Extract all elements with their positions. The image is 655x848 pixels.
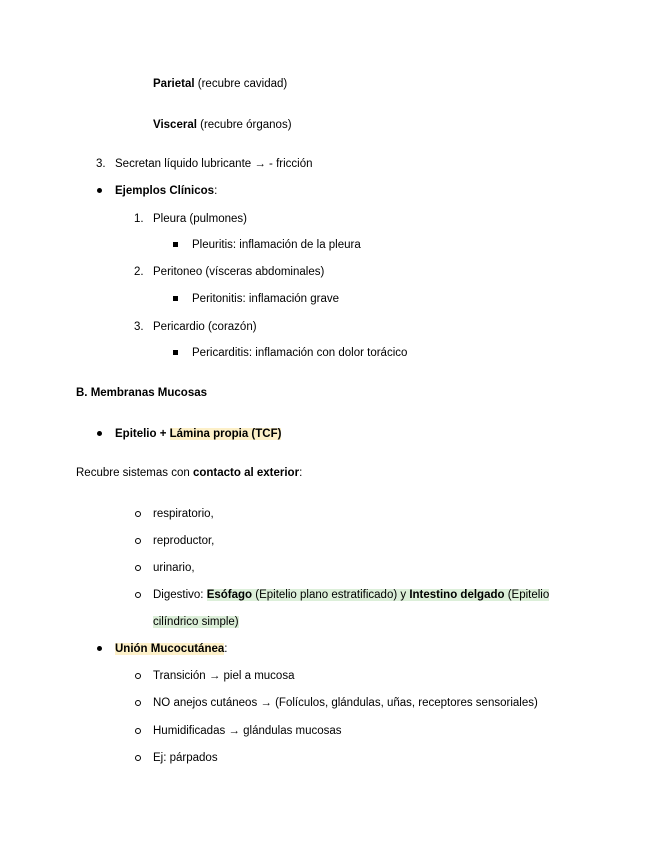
epitelio-bullet [97, 427, 102, 441]
recubre-post: : [299, 467, 303, 479]
example3-sub-bullet [173, 346, 178, 360]
system2-bullet [135, 534, 141, 548]
recubre-line [76, 466, 302, 480]
system1-bullet [135, 507, 141, 521]
example1-sub-bullet [173, 238, 178, 252]
ejemplos-bullet [97, 184, 102, 198]
item3-number: 3. [96, 158, 106, 170]
section-b-title-text: B. Membranas Mucosas [76, 387, 208, 399]
esofago-desc: (Epitelio plano estratificado) y [252, 589, 410, 601]
system-respiratorio: respiratorio, [153, 508, 214, 520]
section-b-title [76, 386, 207, 400]
union1-bullet [135, 669, 141, 683]
epitelio-part1: Epitelio + [115, 428, 170, 440]
parietal-term: Parietal [153, 78, 195, 90]
example1-sub: Pleuritis: inflamación de la pleura [192, 239, 361, 251]
epitelio-line [115, 427, 281, 441]
example2-label: Peritoneo (vísceras abdominales) [153, 266, 325, 278]
example3-label: Pericardio (corazón) [153, 321, 257, 333]
union-item-humidificadas: Humidificadas → glándulas mucosas [153, 725, 342, 737]
digestivo-line2 [153, 615, 239, 629]
union4-bullet [135, 751, 141, 765]
system3-bullet [135, 561, 141, 575]
digestivo-bullet [135, 588, 141, 602]
union-bullet [97, 642, 102, 656]
union-title: Unión Mucocutánea [115, 643, 225, 655]
digestivo-line [153, 588, 549, 602]
example1-label: Pleura (pulmones) [153, 213, 247, 225]
visceral-desc: (recubre órganos) [196, 119, 292, 131]
esofago-term: Esófago [206, 589, 253, 601]
ejemplos-heading-line [115, 184, 217, 198]
union-item-transicion: Transición → piel a mucosa [153, 670, 295, 682]
ejemplos-colon: : [214, 185, 218, 197]
parietal-desc: (recubre cavidad) [194, 78, 288, 90]
digestivo-highlight [207, 589, 550, 601]
recubre-pre: Recubre sistemas con [76, 467, 193, 479]
system-urinario: urinario, [153, 562, 195, 574]
example2-number: 2. [134, 266, 144, 278]
system-reproductor: reproductor, [153, 535, 215, 547]
example2-sub: Peritonitis: inflamación grave [192, 293, 340, 305]
union3-bullet [135, 724, 141, 738]
example2-sub-bullet [173, 292, 178, 306]
lamina-propia-highlight: Lámina propia (TCF) [169, 428, 282, 440]
example3-number: 3. [134, 321, 144, 333]
ejemplos-heading: Ejemplos Clínicos [115, 185, 215, 197]
example3-sub: Pericarditis: inflamación con dolor torácico [192, 347, 408, 359]
intestino-desc1: (Epitelio [504, 589, 550, 601]
intestino-desc2: cilíndrico simple) [153, 616, 239, 628]
union-item-anejos: NO anejos cutáneos → (Folículos, glándulas, uñas, receptores sensoriales) [153, 697, 538, 709]
union-colon: : [224, 643, 228, 655]
union-item-ej: Ej: párpados [153, 752, 218, 764]
example1-number: 1. [134, 213, 144, 225]
intestino-term: Intestino delgado [409, 589, 505, 601]
recubre-bold: contacto al exterior [192, 467, 300, 479]
visceral-line [153, 118, 292, 132]
parietal-line [153, 77, 287, 91]
union-heading-line [115, 642, 227, 656]
union2-bullet [135, 696, 141, 710]
visceral-term: Visceral [153, 119, 197, 131]
item3-text: Secretan líquido lubricante → - fricción [115, 158, 313, 170]
digestivo-label: Digestivo: [153, 589, 207, 601]
